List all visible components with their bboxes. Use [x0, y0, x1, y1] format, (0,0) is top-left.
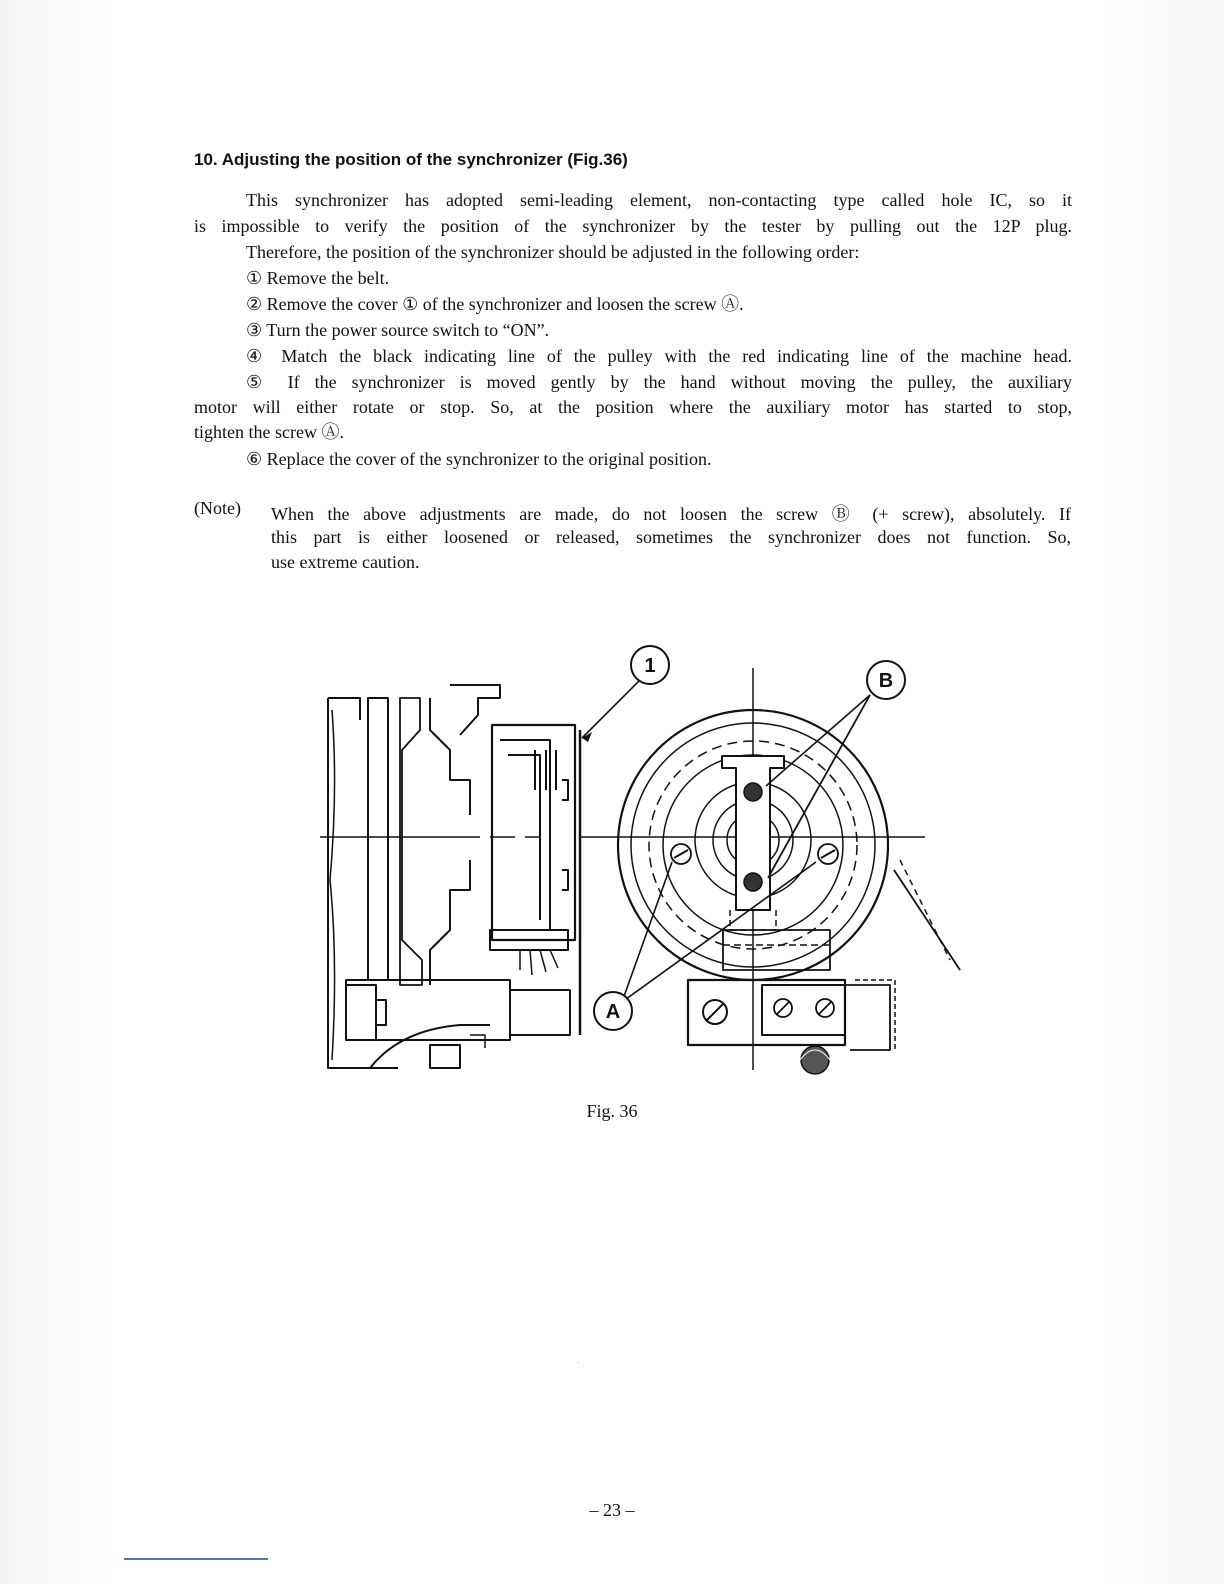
step-2: ② Remove the cover ① of the synchronizer and loosen the screw Ⓐ.: [246, 294, 744, 314]
step-3: ③ Turn the power source switch to “ON”.: [246, 320, 550, 340]
intro-line-first: This synchronizer has adopted semi-leading element, non-contacting type called hole IC, so it: [246, 190, 1072, 210]
figure-caption: Fig. 36: [586, 1101, 638, 1121]
note-label: (Note): [194, 498, 241, 518]
bottom-rule: [124, 1558, 268, 1560]
section-heading: 10. Adjusting the position of the synchronizer (Fig.36): [194, 150, 628, 169]
synchronizer-diagram: [310, 640, 970, 1090]
scan-speck: [578, 1362, 579, 1363]
callout-a: A: [605, 1001, 621, 1023]
callout-b: B: [878, 670, 894, 692]
note-line-3: use extreme caution.: [271, 552, 420, 572]
step-5-line-2: motor will either rotate or stop. So, at the position where the auxiliary motor has started to stop,: [194, 397, 1072, 417]
step-1: ① Remove the belt.: [246, 268, 390, 288]
intro-line-second: is impossible to verify the position of the synchronizer by the tester by pulling out the 12P plug.: [194, 216, 1072, 236]
step-4: ④ Match the black indicating line of the pulley with the red indicating line of the machine head.: [246, 346, 1072, 366]
note-line-1: When the above adjustments are made, do not loosen the screw Ⓑ (+ screw), absolutely. If: [271, 504, 1071, 524]
step-5-line-1: ⑤ If the synchronizer is moved gently by the hand without moving the pulley, the auxiliary: [246, 372, 1072, 392]
note-line-2: this part is either loosened or released, sometimes the synchronizer does not function. So,: [271, 527, 1071, 547]
callout-1: 1: [644, 655, 656, 677]
step-6: ⑥ Replace the cover of the synchronizer to the original position.: [246, 449, 712, 469]
step-5-line-3: tighten the screw Ⓐ.: [194, 422, 344, 442]
page-number: – 23 –: [589, 1500, 635, 1520]
intro-line-third: Therefore, the position of the synchronizer should be adjusted in the following order:: [246, 242, 860, 262]
